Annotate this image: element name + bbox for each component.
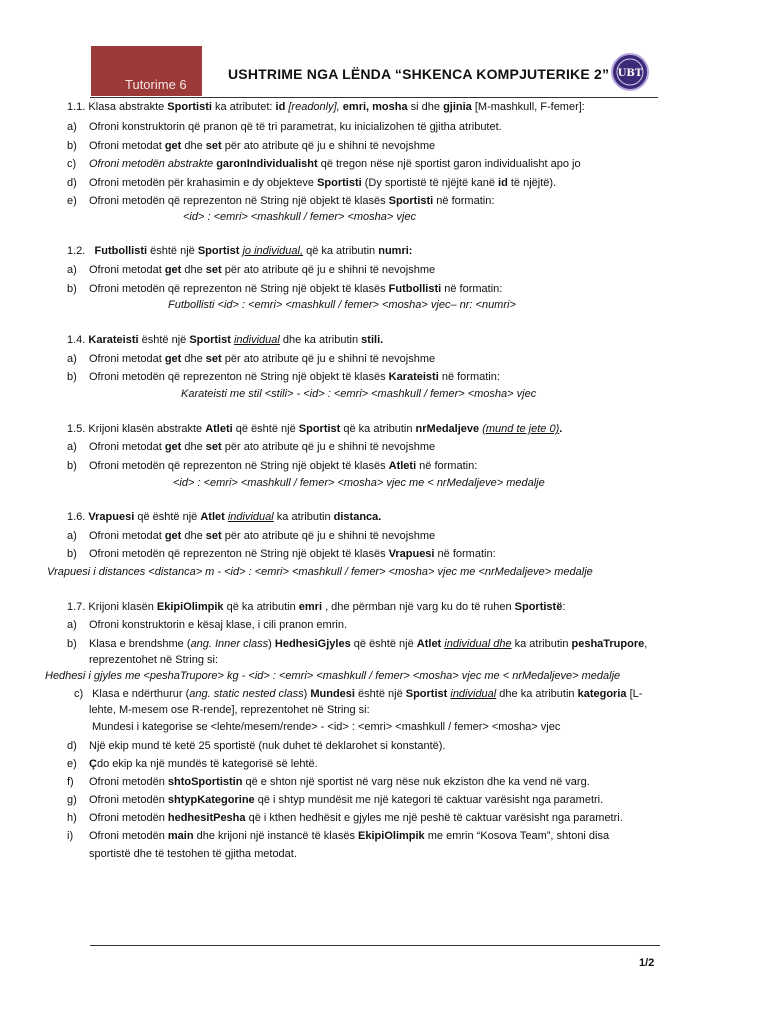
- list-item: Ofroni konstruktorin e kësaj klase, i cili pranon emrin.: [89, 619, 347, 631]
- item-label: i): [67, 830, 74, 842]
- list-item: Ofroni metodat get dhe set për ato atribute që ju e shihni të nevojshme: [89, 353, 436, 365]
- list-item: Ofroni metodën që reprezenton në String një objekt të klasës Sportisti në formatin:: [89, 195, 495, 207]
- list-item: Ofroni konstruktorin që pranon që të tri parametrat, ku inicializohen të gjitha atributet.: [89, 121, 502, 133]
- section-1-5-heading: 1.5. Krijoni klasën abstrakte Atleti që është një Sportist që ka atributin nrMedaljeve (mund te jete 0).: [67, 423, 563, 435]
- item-label: a): [67, 353, 77, 365]
- item-label: a): [67, 441, 77, 453]
- item-label: b): [67, 638, 77, 650]
- list-item: Ofroni metodën që reprezenton në String një objekt të klasës Karateisti në formatin:: [89, 371, 500, 383]
- list-item: Ofroni metodën hedhesitPesha që i kthen hedhësit e gjyles me një peshë të caktuar varësisht nga parametri.: [89, 812, 623, 824]
- section-1-1-heading: 1.1. Klasa abstrakte Sportisti ka atributet: id [readonly], emri, mosha si dhe gjinia [M-mashkull, F-femer]:: [67, 101, 585, 113]
- item-label: d): [67, 740, 77, 752]
- page-title: USHTRIME NGA LËNDA “SHKENCA KOMPJUTERIKE 2”: [228, 66, 610, 82]
- list-item: Një ekip mund të ketë 25 sportistë (nuk duhet të deklarohet si konstantë).: [89, 740, 446, 752]
- list-item: Ofroni metodën për krahasimin e dy objekteve Sportisti (Dy sportistë të njëjtë kanë id të njëjtë).: [89, 177, 557, 189]
- format-string: Karateisti me stil <stili> - <id> : <emri> <mashkull / femer> <mosha> vjec: [181, 388, 537, 400]
- item-label: a): [67, 121, 77, 133]
- list-item: Klasa e brendshme (ang. Inner class) HedhesiGjyles që është një Atlet individual dhe ka atributin peshaTrupore,: [89, 638, 648, 650]
- section-1-6-heading: 1.6. Vrapuesi që është një Atlet individual ka atributin distanca.: [67, 511, 382, 523]
- item-label: b): [67, 283, 77, 295]
- format-string: Vrapuesi i distances <distanca> m - <id> : <emri> <mashkull / femer> <mosha> vjec me <nrMedaljeve> medalje: [47, 566, 593, 578]
- item-label: b): [67, 548, 77, 560]
- list-item: Ofroni metodën main dhe krijoni një instancë të klasës EkipiOlimpik me emrin “Kosova Team”, shtoni disa: [89, 830, 610, 842]
- list-item: Ofroni metodat get dhe set për ato atribute që ju e shihni të nevojshme: [89, 530, 436, 542]
- list-item: Çdo ekip ka një mundës të kategorisë së lehtë.: [89, 758, 318, 770]
- item-label: b): [67, 460, 77, 472]
- item-label: e): [67, 758, 77, 770]
- page-number: 1/2: [639, 957, 655, 969]
- format-string: Mundesi i kategorise se <lehte/mesem/rende> - <id> : <emri> <mashkull / femer> <mosha> vjec: [92, 721, 561, 733]
- list-item-continuation: sportistë dhe të testohen të gjitha metodat.: [89, 848, 297, 860]
- tutorial-tab-label: Tutorime 6: [125, 77, 187, 92]
- footer-rule: [90, 945, 660, 946]
- item-label: a): [67, 619, 77, 631]
- item-label: h): [67, 812, 77, 824]
- list-item: Ofroni metodat get dhe set për ato atribute që ju e shihni të nevojshme: [89, 441, 436, 453]
- list-item: Ofroni metodën që reprezenton në String një objekt të klasës Futbollisti në formatin:: [89, 283, 503, 295]
- item-label: b): [67, 140, 77, 152]
- list-item: Ofroni metodën që reprezenton në String një objekt të klasës Vrapuesi në formatin:: [89, 548, 496, 560]
- format-string: Hedhesi i gjyles me <peshaTrupore> kg - <id> : <emri> <mashkull / femer> <mosha> vjec me < nrMedaljeve> medalje: [45, 670, 621, 682]
- format-string: <id> : <emri> <mashkull / femer> <mosha> vjec me < nrMedaljeve> medalje: [173, 477, 545, 489]
- list-item-continuation: lehte, M-mesem ose R-rende], reprezentohet në String si:: [89, 704, 370, 716]
- item-label: a): [67, 530, 77, 542]
- item-label: d): [67, 177, 77, 189]
- format-string: Futbollisti <id> : <emri> <mashkull / femer> <mosha> vjec– nr: <numri>: [168, 299, 516, 311]
- list-item: Ofroni metodën që reprezenton në String një objekt të klasës Atleti në formatin:: [89, 460, 478, 472]
- section-1-4-heading: 1.4. Karateisti është një Sportist individual dhe ka atributin stili.: [67, 334, 384, 346]
- logo-text: UBT: [617, 68, 643, 79]
- item-label: a): [67, 264, 77, 276]
- list-item: Ofroni metodën shtypKategorine që i shtyp mundësit me një kategori të caktuar varësisht nga parametri.: [89, 794, 604, 806]
- section-1-7-heading: 1.7. Krijoni klasën EkipiOlimpik që ka atributin emri , dhe përmban një varg ku do të ruhen Sportistë:: [67, 601, 566, 613]
- item-label: g): [67, 794, 77, 806]
- list-item: Klasa e ndërthurur (ang. static nested class) Mundesi është një Sportist individual dhe ka atributin kategoria [L-: [92, 688, 643, 700]
- section-1-2-heading: 1.2. Futbollisti është një Sportist jo individual, që ka atributin numri:: [67, 245, 413, 257]
- item-label: b): [67, 371, 77, 383]
- list-item: Ofroni metodën shtoSportistin që e shton një sportist në varg nëse nuk ekziston dhe ka vend në varg.: [89, 776, 590, 788]
- list-item-continuation: reprezentohet në String si:: [89, 654, 219, 666]
- item-label: c): [67, 158, 77, 170]
- format-string: <id> : <emri> <mashkull / femer> <mosha> vjec: [183, 211, 416, 223]
- item-label: f): [67, 776, 74, 788]
- list-item: Ofroni metodat get dhe set për ato atribute që ju e shihni të nevojshme: [89, 140, 436, 152]
- list-item: Ofroni metodat get dhe set për ato atribute që ju e shihni të nevojshme: [89, 264, 436, 276]
- item-label: c): [74, 688, 84, 700]
- list-item: Ofroni metodën abstrakte garonIndividualisht që tregon nëse një sportist garon individualisht apo jo: [89, 158, 581, 170]
- item-label: e): [67, 195, 77, 207]
